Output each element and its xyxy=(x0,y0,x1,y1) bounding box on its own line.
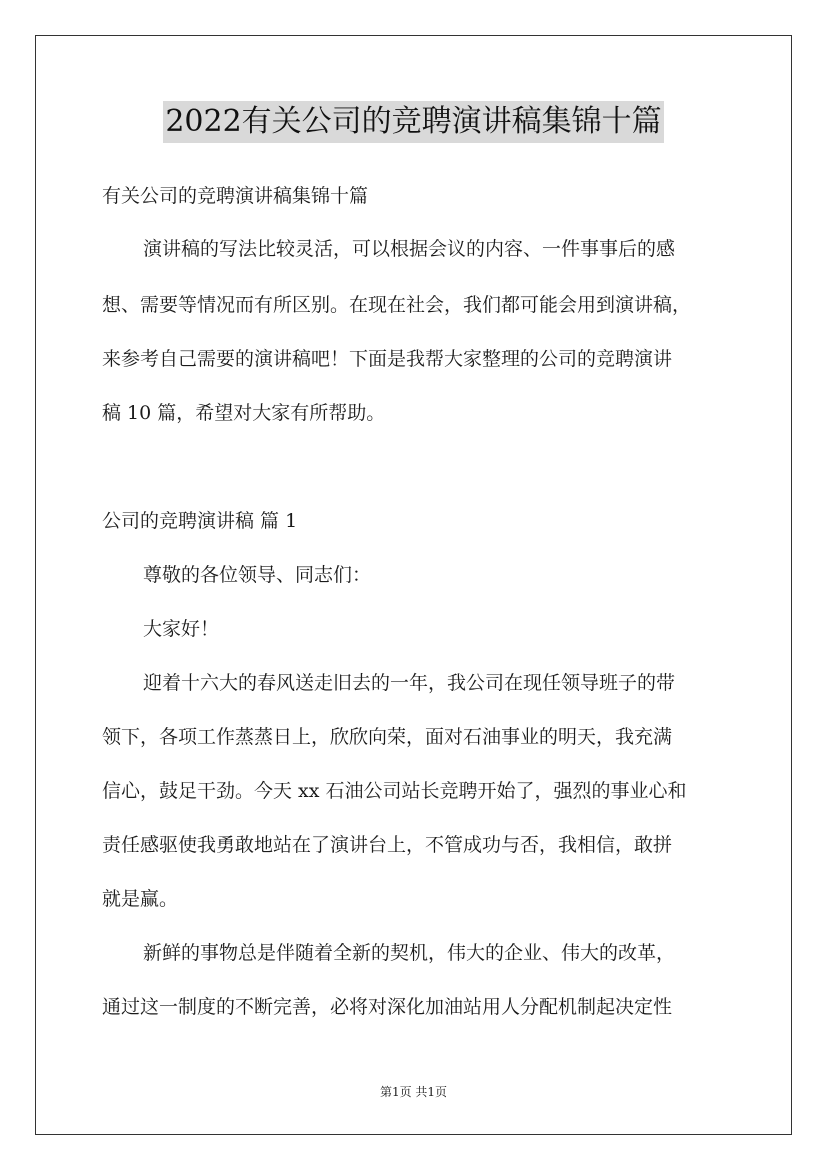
paragraph-line: 就是赢。 xyxy=(102,888,179,910)
intro-line: 稿 10 篇，希望对大家有所帮助。 xyxy=(102,402,386,424)
intro-line: 演讲稿的写法比较灵活，可以根据会议的内容、一件事事后的感 xyxy=(143,238,676,260)
intro-line: 来参考自己需要的演讲稿吧！下面是我帮大家整理的公司的竞聘演讲 xyxy=(102,348,673,370)
section-heading: 公司的竞聘演讲稿 篇 1 xyxy=(102,510,298,532)
document-title: 2022有关公司的竞聘演讲稿集锦十篇 xyxy=(163,101,663,143)
paragraph-line: 通过这一制度的不断完善，必将对深化加油站用人分配机制起决定性 xyxy=(102,996,673,1018)
paragraph-line: 信心，鼓足干劲。今天 xx 石油公司站长竞聘开始了，强烈的事业心和 xyxy=(102,780,687,802)
document-subtitle: 有关公司的竞聘演讲稿集锦十篇 xyxy=(102,185,369,207)
greeting-line: 尊敬的各位领导、同志们： xyxy=(143,564,372,586)
paragraph-line: 领下，各项工作蒸蒸日上，欣欣向荣，面对石油事业的明天，我充满 xyxy=(102,726,673,748)
paragraph-line: 迎着十六大的春风送走旧去的一年，我公司在现任领导班子的带 xyxy=(143,672,676,694)
hello-line: 大家好！ xyxy=(143,618,220,640)
title-container xyxy=(0,101,827,143)
paragraph-line: 责任感驱使我勇敢地站在了演讲台上，不管成功与否，我相信，敢拼 xyxy=(102,834,673,856)
paragraph-line: 新鲜的事物总是伴随着全新的契机，伟大的企业、伟大的改革， xyxy=(143,942,676,964)
page-footer: 第1页 共1页 xyxy=(379,1085,448,1099)
intro-line: 想、需要等情况而有所区别。在现在社会，我们都可能会用到演讲稿， xyxy=(102,294,692,316)
